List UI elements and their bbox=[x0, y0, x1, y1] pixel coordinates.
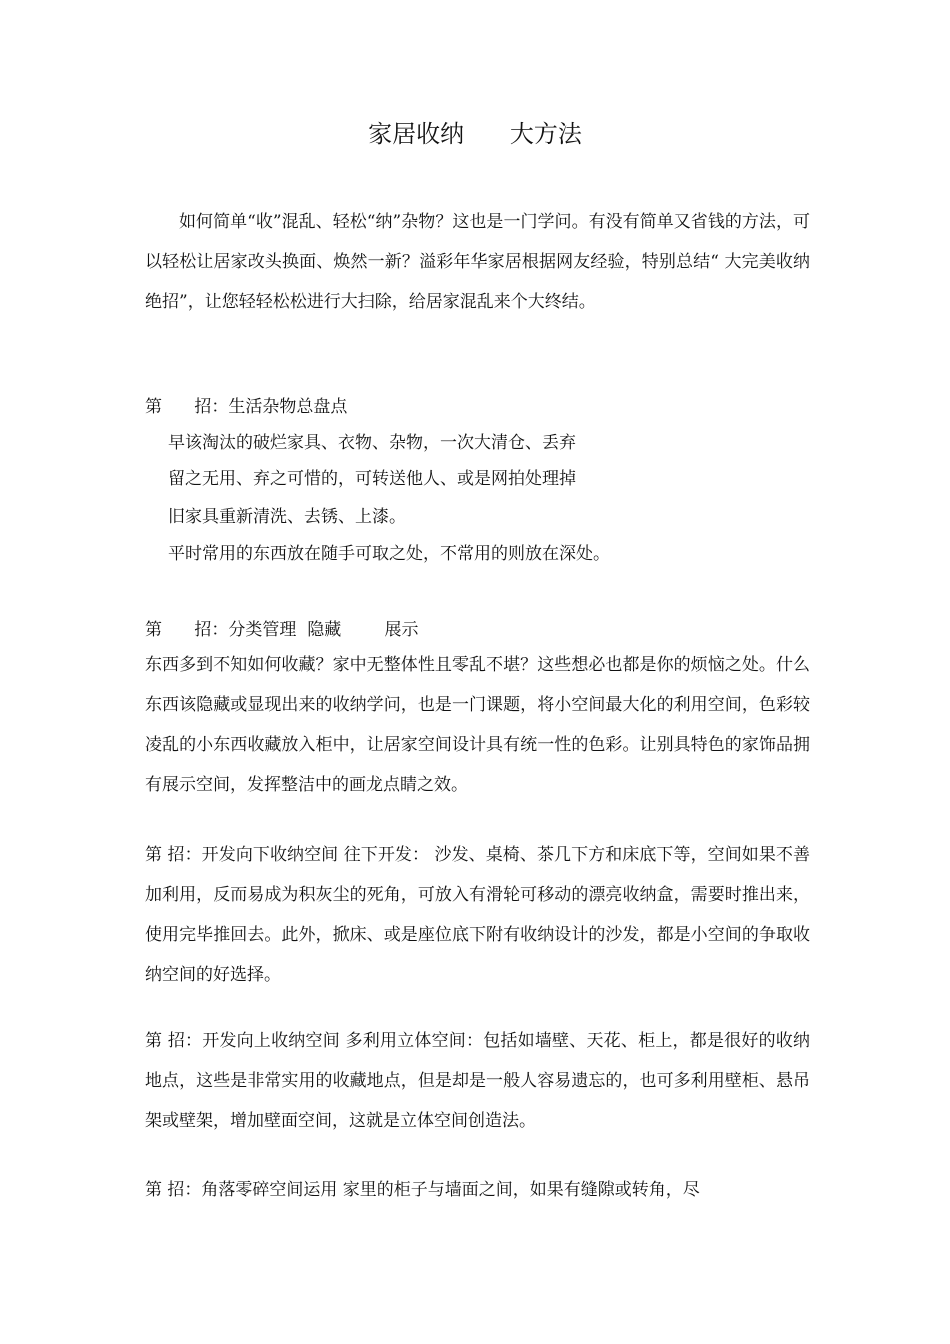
intro-paragraph: 如何简单“收”混乱、轻松“纳”杂物？这也是一门学问。有没有简单又省钱的方法，可以轻松让居家改头换面、焕然一新？溢彩年华家居根据网友经验，特别总结“ 大完美收纳绝招”，让您轻轻松松进行大扫除，给居家混乱来个大终结。 bbox=[145, 212, 810, 312]
section-1-item: 平时常用的东西放在随手可取之处，不常用的则放在深处。 bbox=[168, 544, 610, 564]
section-1-item: 旧家具重新清洗、去锈、上漆。 bbox=[168, 507, 406, 527]
page-title: 家居收纳 大方法 bbox=[368, 120, 582, 148]
section-1-item: 留之无用、弃之可惜的，可转送他人、或是网拍处理掉 bbox=[168, 469, 576, 489]
section-5-body: 第 招：角落零碎空间运用 家里的柜子与墙面之间，如果有缝隙或转角，尽 bbox=[145, 1180, 700, 1200]
section-1-item: 早该淘汰的破烂家具、衣物、杂物，一次大清仓、丢弃 bbox=[168, 433, 576, 453]
section-3-body: 第 招：开发向下收纳空间 往下开发： 沙发、桌椅、茶几下方和床底下等，空间如果不善加利用，反而易成为积灰尘的死角，可放入有滑轮可移动的漂亮收纳盒，需要时推出来，使用完毕推回去。此外，掀床、或是座位底下附有收纳设计的沙发，都是小空间的争取收纳空间的好选择。 bbox=[145, 845, 810, 985]
section-2-heading: 第 招：分类管理 隐藏 展示 bbox=[145, 620, 419, 640]
section-2-body: 东西多到不知如何收藏？家中无整体性且零乱不堪？这些想必也都是你的烦恼之处。什么东西该隐藏或显现出来的收纳学问，也是一门课题，将小空间最大化的利用空间，色彩较凌乱的小东西收藏放入柜中，让居家空间设计具有统一性的色彩。让别具特色的家饰品拥有展示空间，发挥整洁中的画龙点睛之效。 bbox=[145, 655, 810, 795]
section-4-body: 第 招：开发向上收纳空间 多利用立体空间：包括如墙壁、天花、柜上，都是很好的收纳地点，这些是非常实用的收藏地点，但是却是一般人容易遗忘的，也可多利用壁柜、悬吊架或壁架，增加壁面空间，这就是立体空间创造法。 bbox=[145, 1031, 810, 1131]
section-1-heading: 第 招：生活杂物总盘点 bbox=[145, 397, 348, 417]
